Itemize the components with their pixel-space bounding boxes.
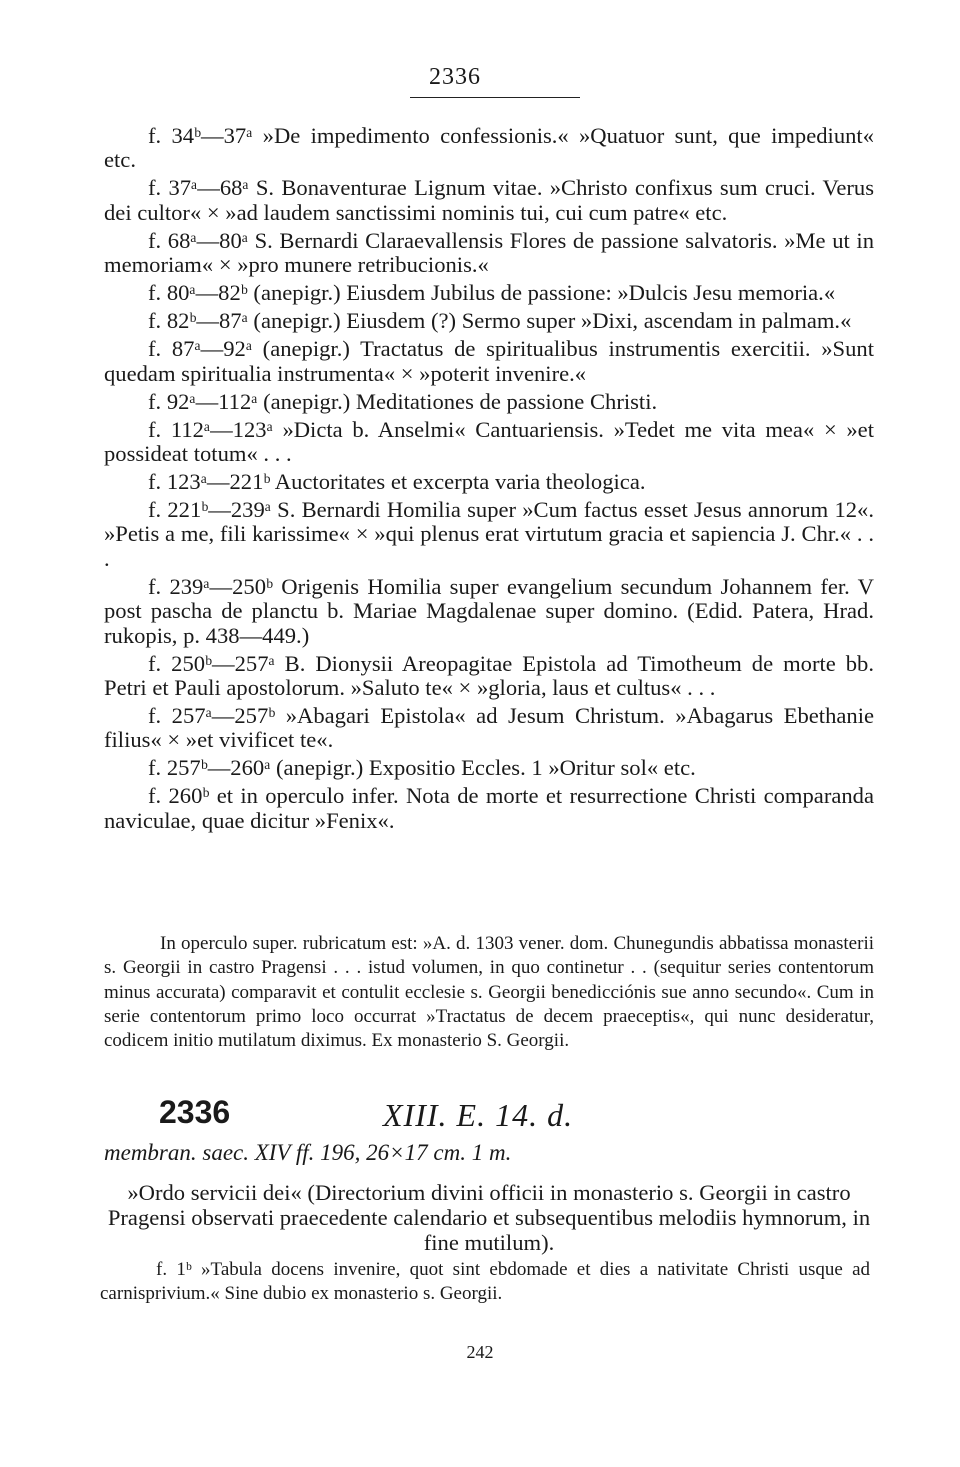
provenance-note: In operculo super. rubricatum est: »A. d. 1303 vener. dom. Chunegundis abbatissa monasterii s. Georgii in castro Pragensi . . . istud volumen, in quo continetur . . (sequitur series contentorum minus accurata) comparavit et contulit ecclesie s. Georgii benedicciónis sue anno secundo«. Cum in serie contentorum primo loco occurrat »Tractatus de decem praeceptis«, qui nunc desideratur, codicem initio mutilatum diximus. Ex monasterio S. Georgii. — [104, 933, 874, 1052]
contents-entry: f. 68ᵃ—80ᵃ S. Bernardi Claraevallensis Flores de passione salvatoris. »Me ut in memoriam« × »pro munere retribucionis.« — [104, 227, 874, 278]
contents-entry: f. 37ᵃ—68ᵃ S. Bonaventurae Lignum vitae. »Christo confixus sum cruci. Verus dei cultor« × »ad laudem sanctissimi nominis tui, cui cum patre« etc. — [104, 175, 874, 225]
contents-entry: f. 87ᵃ—92ᵃ (anepigr.) Tractatus de spiritualibus instrumentis exercitii. »Sunt quedam spiritualia instrumenta« × »poterit invenire.« — [104, 336, 874, 386]
contents-entry: f. 260ᵇ et in operculo infer. Nota de morte et resurrectione Christi comparanda naviculae, quae dicitur »Fenix«. — [104, 783, 874, 833]
contents-entry: f. 221ᵇ—239ᵃ S. Bernardi Homilia super »Cum factus esset Jesus annorum 12«. »Petis a me, fili karissime« × »qui plenus erat virtutum gracia et sapiencia J. Chr.« . . . — [104, 497, 874, 571]
contents-entry: f. 239ᵃ—250ᵇ Origenis Homilia super evangelium secundum Johannem fer. V post pascha de planctu b. Mariae Magdalenae super domino. (Edid. Patera, Hrad. rukopis, p. 438—449.) — [104, 573, 874, 648]
header-rule — [410, 97, 580, 98]
item-contents: f. 1ᵇ »Tabula docens invenire, quot sint ebdomade et dies a nativitate Christi usque ad carnisprivium.« Sine dubio ex monasterio s. Georgii. — [100, 1259, 870, 1304]
contents-entry: f. 92ᵃ—112ᵃ (anepigr.) Meditationes de passione Christi. — [148, 388, 658, 414]
item-title: »Ordo servicii dei« (Directorium divini officii in monasterio s. Georgii in castro Pragensi observati praecedente calendario et subsequentibus melodiis hymnorum, in fine mutilum). — [107, 1180, 871, 1255]
contents-entry: f. 112ᵃ—123ᵃ »Dicta b. Anselmi« Cantuariensis. »Tedet me vita mea« × »et possideat totum« . . . — [104, 416, 874, 467]
item-number: 2336 — [159, 1094, 231, 1130]
contents-entry: f. 257ᵃ—257ᵇ »Abagari Epistola« ad Jesum Christum. »Abagarus Ebethanie filius« × »et vivificet te«. — [104, 703, 874, 753]
contents-entry: f. 82ᵇ—87ᵃ (anepigr.) Eiusdem (?) Sermo super »Dixi, ascendam in palmam.« — [148, 308, 852, 334]
item-description: membran. saec. XIV ff. 196, 26×17 cm. 1 m. — [104, 1140, 512, 1165]
contents-entry: f. 123ᵃ—221ᵇ Auctoritates et excerpta varia theologica. — [148, 469, 646, 495]
contents-entry: f. 250ᵇ—257ᵃ B. Dionysii Areopagitae Epistola ad Timotheum de morte bb. Petri et Pauli apostolorum. »Saluto te« × »gloria, laus et cultus« . . . — [104, 650, 874, 701]
page-number: 2336 — [429, 64, 481, 90]
contents-entry: f. 34ᵇ—37ᵃ »De impedimento confessionis.« »Quatuor sunt, que impediunt« etc. — [104, 123, 874, 173]
contents-entry: f. 80ᵃ—82ᵇ (anepigr.) Eiusdem Jubilus de passione: »Dulcis Jesu memoria.« — [148, 280, 836, 306]
contents-list — [104, 124, 874, 837]
contents-entry: f. 257ᵇ—260ᵃ (anepigr.) Expositio Eccles. 1 »Oritur sol« etc. — [148, 755, 696, 781]
item-signature: XIII. E. 14. d. — [383, 1097, 574, 1133]
folio-number: 242 — [466, 1342, 494, 1362]
